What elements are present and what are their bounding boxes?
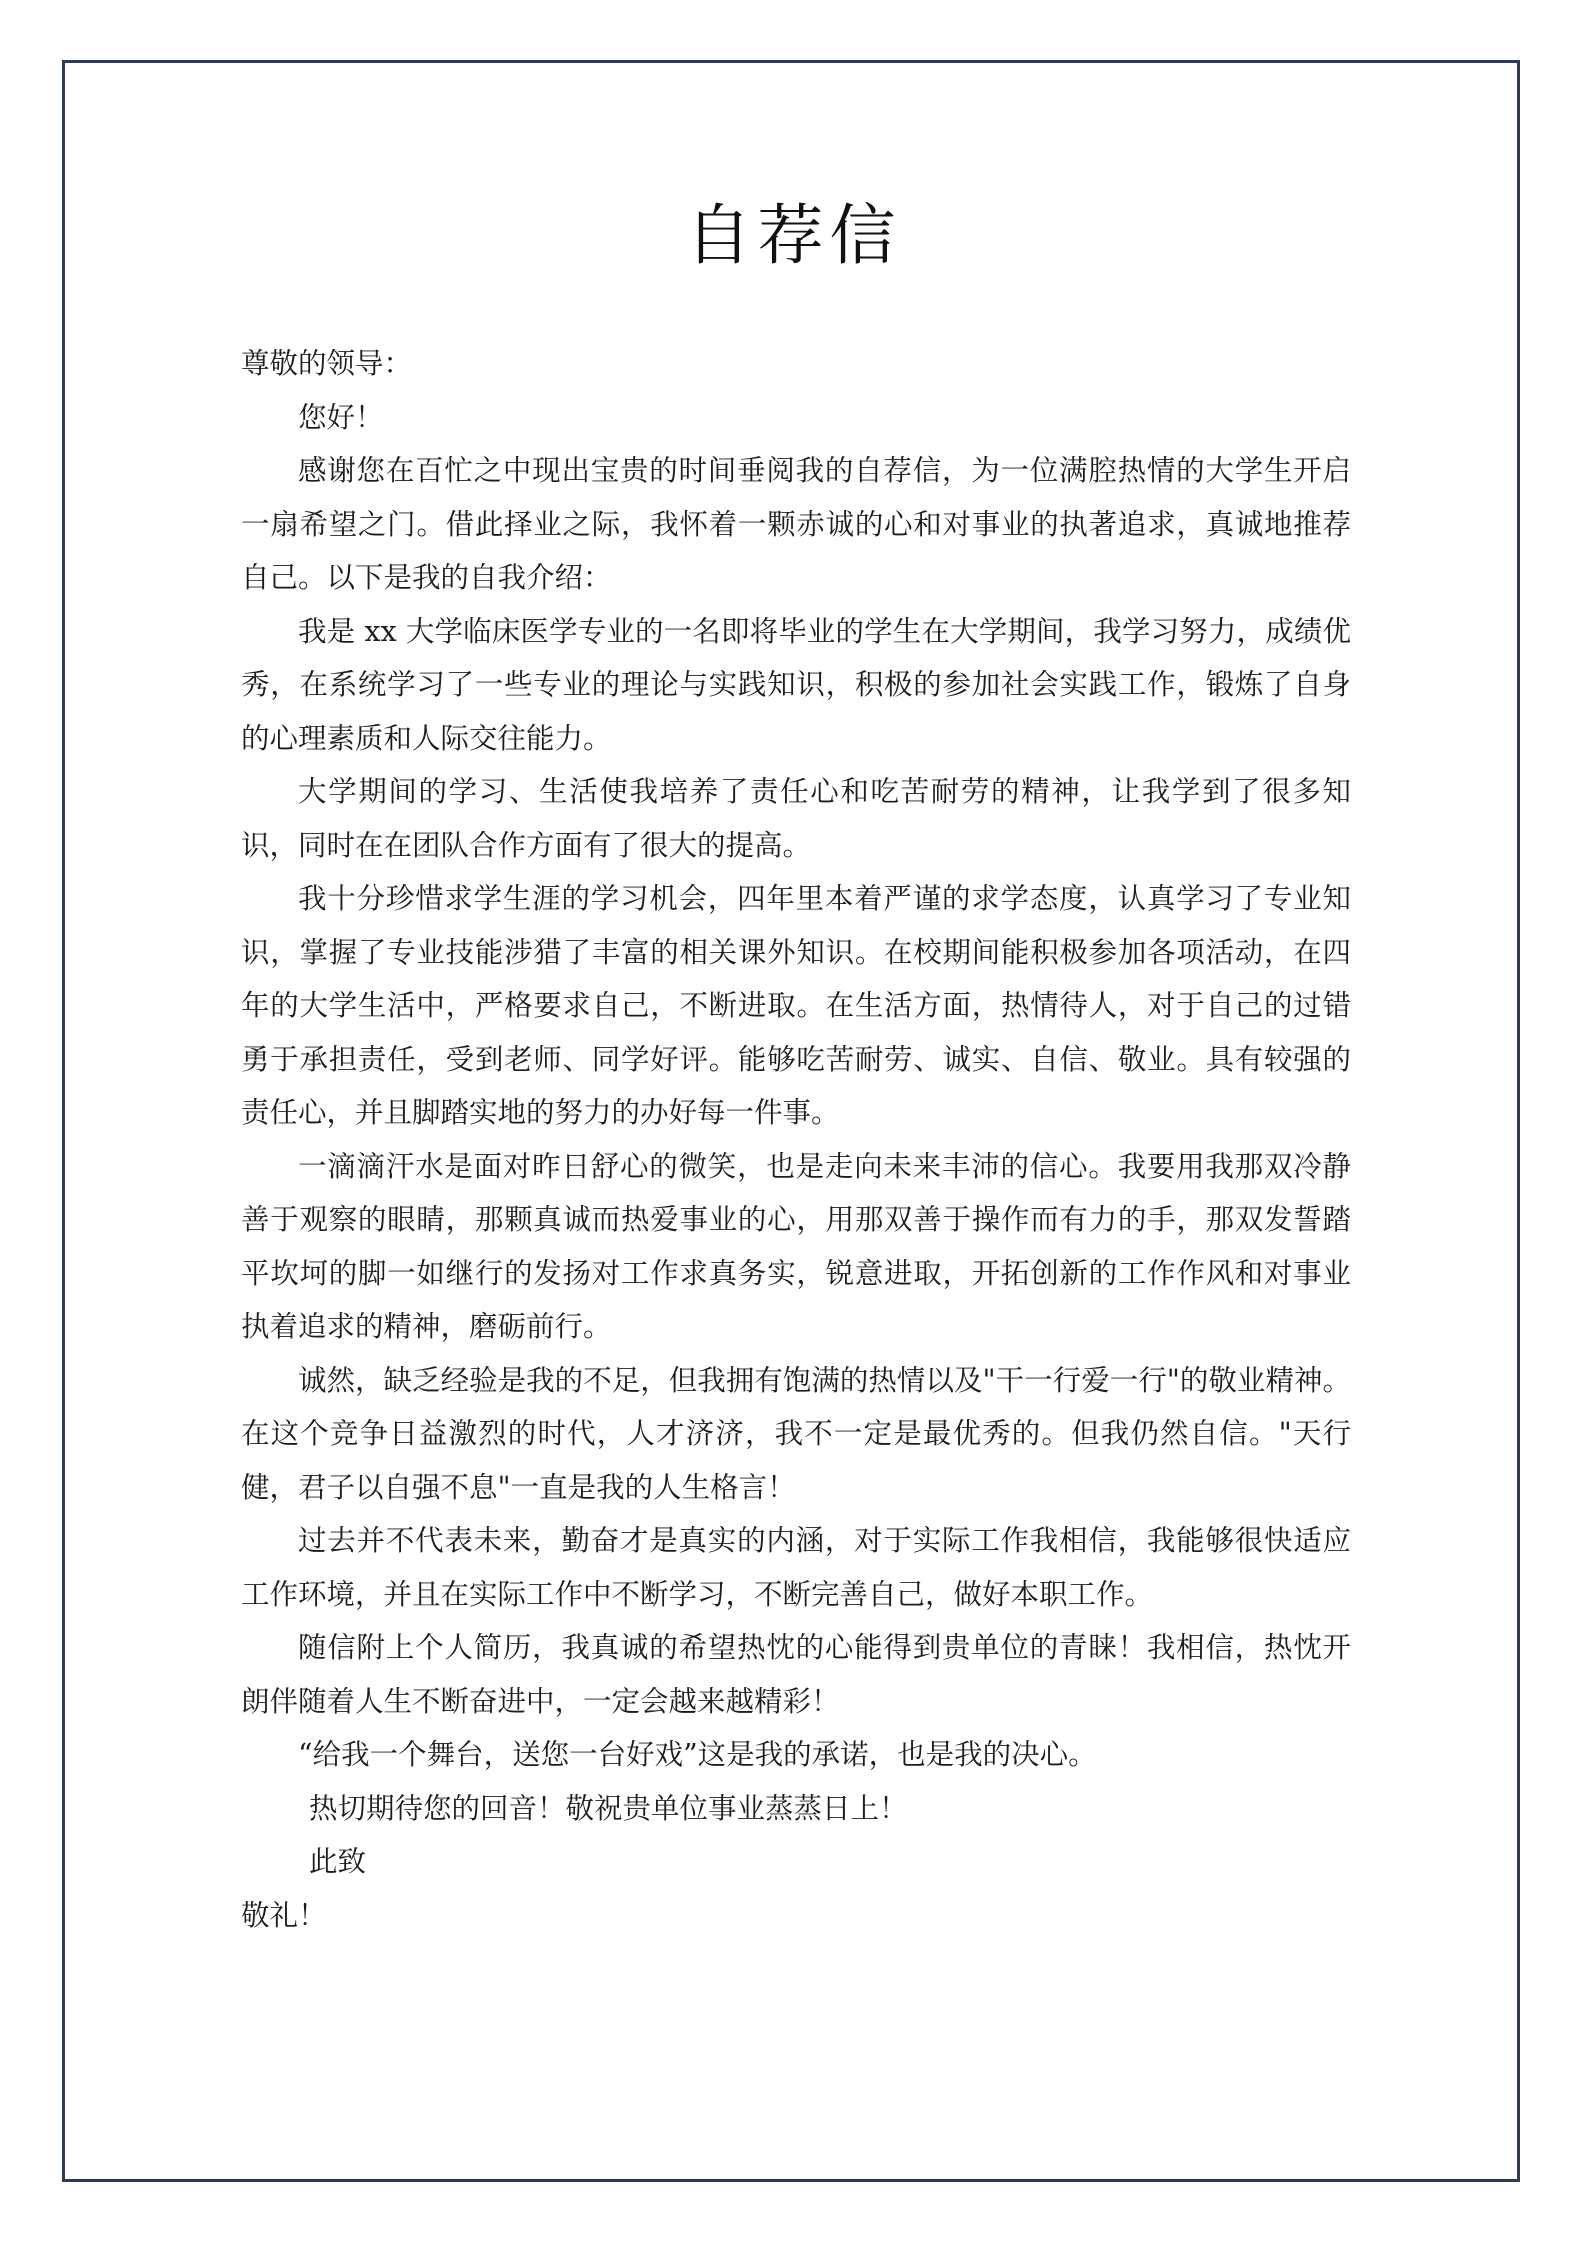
closing-wish: 热切期待您的回音！敬祝贵单位事业蒸蒸日上！	[309, 1791, 908, 1825]
document-title: 自荐信	[685, 197, 902, 274]
paragraph-university-life: 大学期间的学习、生活使我培养了责任心和吃苦耐劳的精神，让我学到了很多知识，同时在在团队合作方面有了很大的提高。	[241, 775, 1351, 862]
paragraph-thanks: 感谢您在百忙之中现出宝贵的时间垂阅我的自荐信，为一位满腔热情的大学生开启一扇希望之门。借此择业之际，我怀着一颗赤诚的心和对事业的执著追求，真诚地推荐自己。以下是我的自我介绍：	[241, 454, 1351, 594]
paragraph-future: 过去并不代表未来，勤奋才是真实的内涵，对于实际工作我相信，我能够很快适应工作环境，并且在实际工作中不断学习，不断完善自己，做好本职工作。	[241, 1524, 1351, 1611]
paragraph-confidence: 诚然，缺乏经验是我的不足，但我拥有饱满的热情以及"干一行爱一行"的敬业精神。在这个竞争日益激烈的时代，人才济济，我不一定是最优秀的。但我仍然自信。"天行健，君子以自强不息"一直是我的人生格言！	[241, 1363, 1351, 1504]
paragraph-study-attitude: 我十分珍惜求学生涯的学习机会，四年里本着严谨的求学态度，认真学习了专业知识，掌握了专业技能涉猎了丰富的相关课外知识。在校期间能积极参加各项活动，在四年的大学生活中，严格要求自己，不断进取。在生活方面，热情待人，对于自己的过错勇于承担责任，受到老师、同学好评。能够吃苦耐劳、诚实、自信、敬业。具有较强的责任心，并且脚踏实地的努力的办好每一件事。	[241, 882, 1351, 1129]
closing-cizhi: 此致	[309, 1845, 367, 1878]
paragraph-promise: “给我一个舞台，送您一台好戏”这是我的承诺，也是我的决心。	[298, 1738, 1097, 1771]
paragraph-determination: 一滴滴汗水是面对昨日舒心的微笑，也是走向未来丰沛的信心。我要用我那双冷静善于观察的眼睛，那颗真诚而热爱事业的心，用那双善于操作而有力的手，那双发誓踏平坎坷的脚一如继行的发扬对工作求真务实，锐意进取，开拓创新的工作作风和对事业执着追求的精神，磨砺前行。	[241, 1149, 1351, 1343]
letter-body	[241, 337, 1351, 1942]
paragraph-resume: 随信附上个人简历，我真诚的希望热忱的心能得到贵单位的青睐！我相信，热忱开朗伴随着人生不断奋进中，一定会越来越精彩！	[241, 1631, 1351, 1718]
paragraph-introduction: 我是 xx 大学临床医学专业的一名即将毕业的学生在大学期间，我学习努力，成绩优秀，在系统学习了一些专业的理论与实践知识，积极的参加社会实践工作，锻炼了自身的心理素质和人际交往能力。	[241, 614, 1351, 755]
closing-jingli: 敬礼！	[241, 1898, 327, 1932]
greeting: 您好！	[298, 400, 384, 434]
salutation: 尊敬的领导：	[241, 347, 413, 380]
